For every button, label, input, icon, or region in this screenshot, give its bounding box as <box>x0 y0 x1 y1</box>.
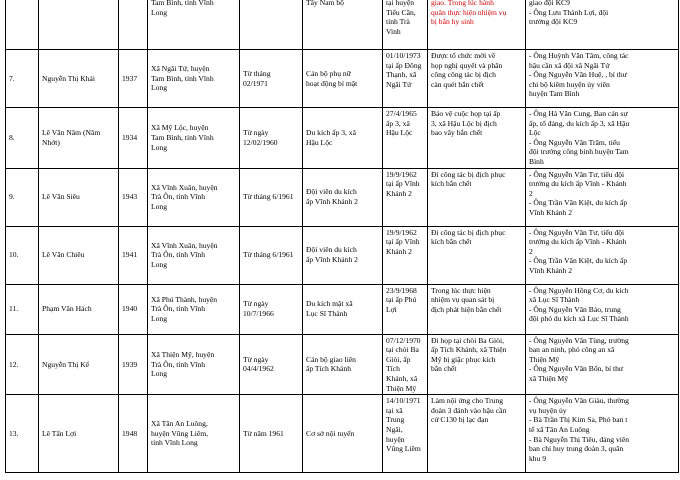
place-date-line: 27/4/1965 <box>386 109 417 118</box>
hometown-line: Xã Vĩnh Xuân, huyện <box>151 240 218 250</box>
role-line: Cơ sở nội tuyến <box>306 428 355 438</box>
witness-line: đội phó du kích xã Lục Sĩ Thành <box>529 314 629 324</box>
cell-role <box>303 284 383 334</box>
cell-hometown <box>148 0 240 50</box>
place-date-line: Ngãi, <box>386 424 403 434</box>
hometown-line: Long <box>151 201 168 211</box>
circumstance-line: Trong lúc thực hiện <box>431 285 491 295</box>
hometown-line: Trà Ôn, tỉnh Vĩnh <box>151 359 206 369</box>
date-line: 02/1971 <box>243 78 268 88</box>
witness-line: - Ông Nguyễn Văn Tư, tiểu đội <box>529 227 625 237</box>
witness-line: Bình <box>529 156 544 166</box>
hometown-line: Xã Tân An Luông, <box>151 419 208 429</box>
role-line: Đội viên du kích <box>306 245 357 255</box>
hometown-line: Tam Bình, tỉnh Vĩnh <box>151 0 214 7</box>
role-line: Hậu Lộc <box>306 137 333 147</box>
witness-line: tể xã Tân An Luông <box>529 424 590 434</box>
no-text: 13. <box>9 428 19 438</box>
cell-place-date <box>383 0 428 50</box>
circumstance-line: địch phát hiện bắn chết <box>431 304 502 314</box>
cell-hometown <box>148 226 240 284</box>
cell-date <box>240 0 303 50</box>
circumstance-line: bao vây bắn chết <box>431 128 483 138</box>
cell-place-date <box>383 226 428 284</box>
date-line: Từ tháng <box>243 68 271 78</box>
year-text: 1941 <box>122 250 138 260</box>
no-text: 8. <box>9 132 15 142</box>
cell-year <box>119 0 148 50</box>
role-line: hoạt động bí mật <box>306 78 358 88</box>
date-line: Từ tháng 6/1961 <box>243 250 294 260</box>
witness-line: - Ông Hà Văn Cung, Ban cán sự <box>529 109 628 118</box>
witness-line: - Ông Nguyễn Hồng Cơ, du kích <box>529 285 629 295</box>
place-date-line: tại ấp Vĩnh <box>386 179 420 189</box>
cell-place-date <box>383 334 428 395</box>
cell-role <box>303 226 383 284</box>
place-date-line: Khánh 2 <box>386 246 412 256</box>
hometown-line: Xã Ngãi Tứ, huyện <box>151 64 210 74</box>
cell-witness <box>526 226 679 284</box>
date-line: Từ ngày <box>243 354 269 364</box>
cell-circumstance <box>428 395 526 473</box>
cell-no <box>6 0 39 50</box>
date-line: Từ ngày <box>243 299 269 309</box>
cell-witness <box>526 0 679 50</box>
witness-line: đội trưởng công binh huyện Tam <box>529 147 629 157</box>
cell-witness <box>526 108 679 169</box>
place-date-line: Khánh 2 <box>386 188 412 198</box>
year-text: 1943 <box>122 192 138 202</box>
cell-hometown <box>148 168 240 226</box>
name-text: Lê Văn Năm (Năm Nhớt) <box>42 128 101 147</box>
circumstance-line: càn quét bắn chết <box>431 79 484 89</box>
cell-year <box>119 50 148 108</box>
cell-circumstance <box>428 226 526 284</box>
name-text: Nguyễn Thị Kế <box>42 359 90 369</box>
hometown-line: Tam Bình, tỉnh Vĩnh <box>151 132 214 142</box>
role-line: Tây Nam bộ <box>306 0 344 7</box>
cell-no <box>6 334 39 395</box>
hometown-line: Xã Mỹ Lộc, huyện <box>151 123 209 133</box>
circumstance-line: Làm nội ứng cho Trung <box>431 396 504 406</box>
cell-no <box>6 50 39 108</box>
witness-line: ấp, tổ đảng, du kích ấp 3, xã Hậu <box>529 118 630 128</box>
place-date-line: Trung <box>386 415 405 425</box>
cell-date <box>240 334 303 395</box>
cell-role <box>303 395 383 473</box>
place-line: Vinh <box>386 26 401 36</box>
circumstance-red-line: giao. Trong lúc hành <box>431 0 494 7</box>
table-row <box>6 334 679 395</box>
witness-line: hậu cần xã đội xã Ngãi Tứ <box>529 60 610 70</box>
name-text: Lê Văn Siêu <box>42 192 80 202</box>
place-date-line: 19/9/1962 <box>386 227 417 237</box>
cell-name <box>39 334 119 395</box>
hometown-line: Tam Bình, tỉnh Vĩnh <box>151 73 214 83</box>
place-date-line: ấp 3, xã <box>386 118 410 128</box>
cell-hometown <box>148 50 240 108</box>
year-text: 1939 <box>122 359 138 369</box>
circumstance-line: kích bắn chết <box>431 179 472 189</box>
circumstance-line: nhiệm vụ quan sát bị <box>431 295 495 305</box>
place-date-line: tại xã <box>386 405 403 415</box>
place-date-line: tại ấp Vĩnh <box>386 237 420 247</box>
place-line: tỉnh Trà <box>386 17 410 27</box>
hometown-line: Trà Ôn, tỉnh Vĩnh <box>151 304 206 314</box>
cell-year <box>119 226 148 284</box>
witness-line: khu 9 <box>529 453 547 463</box>
no-text: 7. <box>9 73 15 83</box>
cell-role <box>303 168 383 226</box>
place-date-line: 14/10/1971 <box>386 396 421 406</box>
table-row-continued <box>6 0 679 50</box>
cell-date <box>240 226 303 284</box>
circumstance-line: Đi công tác bị địch phục <box>431 169 506 179</box>
cell-name <box>39 50 119 108</box>
cell-circumstance <box>428 0 526 50</box>
witness-line: Vĩnh Khánh 2 <box>529 265 573 275</box>
witness-line: xã Lục Sĩ Thành <box>529 295 580 305</box>
witness-line: huyện Tam Bình <box>529 89 580 99</box>
role-line: Đội viên du kích <box>306 187 357 197</box>
witness-line: 2 <box>529 188 533 198</box>
place-date-line: tại ấp Phú <box>386 295 417 305</box>
cell-name <box>39 226 119 284</box>
date-line: Từ ngày <box>243 128 269 138</box>
witness-line: - Ông Nguyễn Văn Huệ, , bí thư <box>529 70 627 80</box>
circumstance-line: cứ C130 bị lạc đạn <box>431 415 489 425</box>
cell-circumstance <box>428 334 526 395</box>
role-line: Lục Sĩ Thành <box>306 309 348 319</box>
witness-line: - Ông Nguyễn Văn Tư, tiểu đội <box>529 169 625 179</box>
hometown-line: Trà Ôn, tỉnh Vĩnh <box>151 192 206 202</box>
cell-role <box>303 108 383 169</box>
role-line: Cán bộ phụ nữ <box>306 68 351 78</box>
cell-year <box>119 284 148 334</box>
cell-witness <box>526 334 679 395</box>
witness-line: trưởng đội KC9 <box>529 17 578 27</box>
year-text: 1934 <box>122 132 138 142</box>
cell-witness <box>526 395 679 473</box>
role-line: Du kích ấp 3, xã <box>306 128 356 138</box>
cell-role <box>303 50 383 108</box>
place-date-line: Ngãi Tứ <box>386 79 412 89</box>
year-text: 1940 <box>122 304 138 314</box>
place-date-line: 23/9/1968 <box>386 285 417 295</box>
no-text: 9. <box>9 192 15 202</box>
hometown-line: Long <box>151 142 168 152</box>
place-date-line: Vũng Liêm <box>386 444 421 454</box>
cell-role <box>303 0 383 50</box>
cell-date <box>240 395 303 473</box>
hometown-line: tỉnh Vĩnh Long <box>151 438 198 448</box>
cell-year <box>119 395 148 473</box>
circumstance-line: bắn chết <box>431 364 457 374</box>
hometown-line: Xã Thiện Mỹ, huyện <box>151 349 215 359</box>
circumstance-line: Mỹ bị giặc phục kích <box>431 354 496 364</box>
cell-date <box>240 108 303 169</box>
place-date-line: 19/9/1962 <box>386 169 417 179</box>
cell-hometown <box>148 395 240 473</box>
circumstance-red-line: bị bắn hy sinh <box>431 17 474 27</box>
role-line: Cán bộ giao liên <box>306 354 356 364</box>
witness-line: - Bà Trần Thị Kim Sa, Phó ban t <box>529 415 628 425</box>
cell-year <box>119 168 148 226</box>
cell-circumstance <box>428 108 526 169</box>
cell-circumstance <box>428 50 526 108</box>
date-line: 12/02/1960 <box>243 137 278 147</box>
hometown-line: Long <box>151 259 168 269</box>
cell-name <box>39 395 119 473</box>
year-text: 1948 <box>122 428 138 438</box>
role-line: ấp Tích Khánh <box>306 364 351 374</box>
witness-line: - Ông Lưu Thành Lợi, đội <box>529 7 609 17</box>
role-line: Du kích mật xã <box>306 299 353 309</box>
cell-witness <box>526 168 679 226</box>
witness-line: vụ huyện ủy <box>529 405 567 415</box>
cell-name <box>39 284 119 334</box>
place-date-line: Khánh, xã <box>386 373 418 383</box>
date-line: Từ tháng 6/1961 <box>243 192 294 202</box>
place-date-line: huyện <box>386 434 405 444</box>
cell-no <box>6 226 39 284</box>
witness-line: - Ông Nguyễn Văn Bảo, trung <box>529 304 621 314</box>
witness-line: - Bà Nguyễn Thị Tiêu, đảng viên <box>529 434 630 444</box>
witness-line: Vĩnh Khánh 2 <box>529 207 573 217</box>
cell-circumstance <box>428 284 526 334</box>
circumstance-line: họp nghị quyết và phân <box>431 60 503 70</box>
cell-no <box>6 395 39 473</box>
cell-place-date <box>383 50 428 108</box>
hometown-line: Xã Vĩnh Xuân, huyện <box>151 182 218 192</box>
circumstance-line: Bảo vệ cuộc họp tại ấp <box>431 109 501 118</box>
witness-line: chi bộ kiêm huyện ủy viên <box>529 79 610 89</box>
witness-line: giao đội KC9 <box>529 0 570 7</box>
place-date-line: Thiện Mỹ <box>386 383 417 393</box>
cell-place-date <box>383 284 428 334</box>
witness-line: ban chỉ huy trung đoàn 3, quân <box>529 444 624 454</box>
date-line: 04/4/1962 <box>243 364 274 374</box>
circumstance-line: Đi họp tại chòi Ba Giòi, <box>431 335 504 345</box>
place-date-line: Giòi, ấp <box>386 354 411 364</box>
witness-line: trưởng du kích ấp Vĩnh - Khánh <box>529 179 627 189</box>
circumstance-line: Được tổ chức mời về <box>431 51 496 60</box>
witness-line: Thiện Mỹ <box>529 354 560 364</box>
no-text: 12. <box>9 359 19 369</box>
circumstance-line: 3, xã Hậu Lộc bị địch <box>431 118 497 128</box>
cell-hometown <box>148 284 240 334</box>
date-line: Từ năm 1961 <box>243 428 284 438</box>
cell-witness <box>526 50 679 108</box>
cell-place-date <box>383 395 428 473</box>
witness-line: 2 <box>529 246 533 256</box>
circumstance-red-line: quân thực hiện nhiệm vụ <box>431 7 507 17</box>
year-text: 1937 <box>122 73 138 83</box>
cell-name <box>39 168 119 226</box>
cell-date <box>240 168 303 226</box>
table-row <box>6 226 679 284</box>
table-row <box>6 168 679 226</box>
circumstance-line: ấp Tích Khánh, xã Thiện <box>431 345 507 355</box>
cell-place-date <box>383 168 428 226</box>
witness-line: - Ông Huỳnh Văn Tâm, công tác <box>529 51 629 60</box>
cell-no <box>6 284 39 334</box>
place-line: tại huyện <box>386 0 415 7</box>
cell-no <box>6 108 39 169</box>
circumstance-line: kích bắn chết <box>431 237 472 247</box>
name-text: Phạm Văn Hách <box>42 304 92 314</box>
cell-hometown <box>148 334 240 395</box>
name-text: Lê Văn Chiêu <box>42 250 85 260</box>
witness-line: Lộc <box>529 128 541 138</box>
place-date-line: 07/12/1970 <box>386 335 421 345</box>
cell-name <box>39 0 119 50</box>
table-row <box>6 50 679 108</box>
circumstance-line: Đi công tác bị địch phục <box>431 227 506 237</box>
witness-line: trưởng du kích ấp Vĩnh - Khánh <box>529 237 627 247</box>
table-row <box>6 395 679 473</box>
cell-witness <box>526 284 679 334</box>
witness-line: - Ông Nguyễn Văn Trâm, tiểu <box>529 137 620 147</box>
hometown-line: Long <box>151 313 168 323</box>
hometown-line: Long <box>151 7 168 17</box>
no-text: 10. <box>9 250 19 260</box>
cell-year <box>119 334 148 395</box>
witness-line: ban an ninh, phó công an xã <box>529 345 615 355</box>
cell-place-date <box>383 108 428 169</box>
table-body <box>6 0 679 473</box>
role-line: ấp Vĩnh Khánh 2 <box>306 255 358 265</box>
martyrs-table <box>5 0 679 473</box>
cell-date <box>240 284 303 334</box>
place-date-line: 01/10/1973 <box>386 51 421 60</box>
cell-year <box>119 108 148 169</box>
hometown-line: Long <box>151 83 168 93</box>
cell-no <box>6 168 39 226</box>
place-date-line: Thạnh, xã <box>386 70 417 80</box>
place-date-line: tại chòi Ba <box>386 345 419 355</box>
circumstance-line: công công tác bị địch <box>431 70 496 80</box>
cell-role <box>303 334 383 395</box>
date-line: 10/7/1966 <box>243 309 274 319</box>
cell-date <box>240 50 303 108</box>
witness-line: - Ông Nguyễn Văn Bốn, bí thư <box>529 364 624 374</box>
witness-line: - Ông Nguyễn Văn Giàu, thường <box>529 396 629 406</box>
cell-hometown <box>148 108 240 169</box>
name-text: Lê Tấn Lợi <box>42 428 77 438</box>
witness-line: - Ông Trần Văn Kiệt, du kích ấp <box>529 256 628 266</box>
cell-circumstance <box>428 168 526 226</box>
place-date-line: Tích <box>386 364 400 374</box>
place-date-line: tại ấp Đông <box>386 60 422 70</box>
table-row <box>6 284 679 334</box>
witness-line: - Ông Trần Văn Kiệt, du kích ấp <box>529 198 628 208</box>
place-date-line: Lợi <box>386 304 397 314</box>
hometown-line: Trà Ôn, tỉnh Vĩnh <box>151 250 206 260</box>
place-line: Tiểu Cần, <box>386 7 416 17</box>
place-date-line: Hậu Lộc <box>386 128 413 138</box>
hometown-line: huyện Vũng Liêm, <box>151 428 209 438</box>
witness-line: xã Thiện Mỹ <box>529 373 569 383</box>
hometown-line: Long <box>151 369 168 379</box>
role-line: ấp Vĩnh Khánh 2 <box>306 197 358 207</box>
witness-line: - Ông Nguyễn Văn Tùng, trường <box>529 335 629 345</box>
hometown-line: Xã Phú Thành, huyện <box>151 294 218 304</box>
cell-name <box>39 108 119 169</box>
table-row <box>6 108 679 169</box>
no-text: 11. <box>9 304 19 314</box>
name-text: Nguyễn Thị Khải <box>42 73 96 83</box>
circumstance-line: đoàn 3 đánh vào hậu cần <box>431 405 507 415</box>
